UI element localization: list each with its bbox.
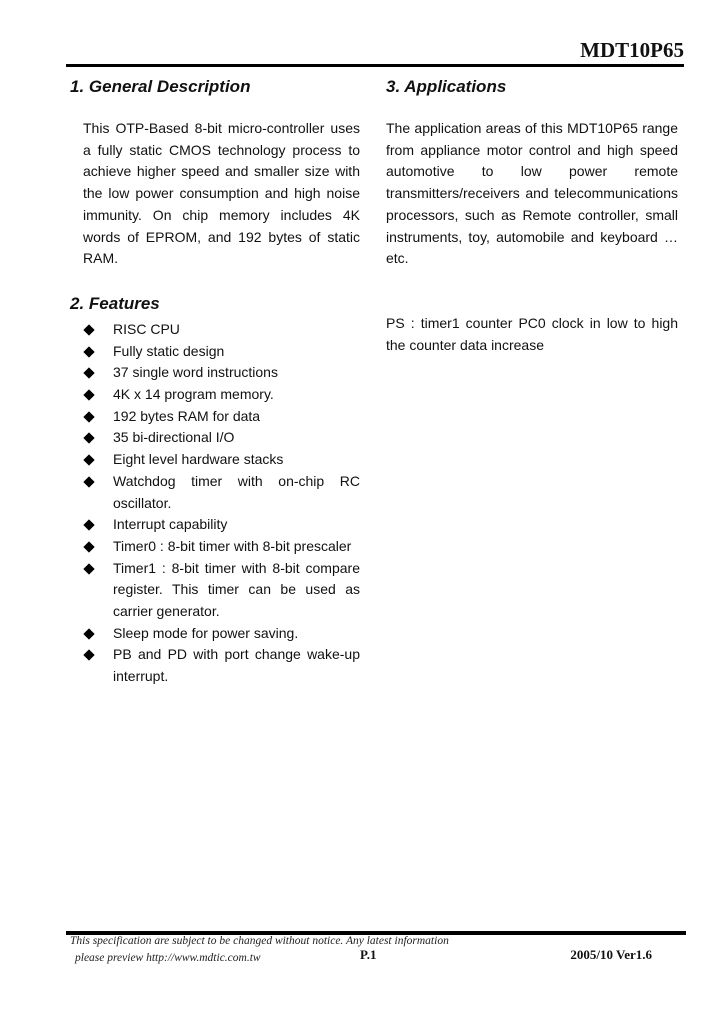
- feature-item: 35 bi-directional I/O: [83, 427, 360, 449]
- footer-notice-line1: This specification are subject to be changed without notice. Any latest information: [70, 935, 449, 947]
- general-description-text: This OTP-Based 8-bit micro-controller uses a fully static CMOS technology process to achieve higher speed and smaller size with the low power consumption and high noise immunity. On chip memory includes 4K words of EPROM, and 192 bytes of static RAM.: [83, 120, 360, 267]
- page-number: P.1: [360, 947, 377, 962]
- diamond-bullet-icon: [83, 476, 94, 487]
- feature-item: Sleep mode for power saving.: [83, 623, 360, 645]
- feature-item: PB and PD with port change wake-up interrupt.: [83, 644, 360, 687]
- diamond-bullet-icon: [83, 520, 94, 531]
- footer-notice: [70, 933, 449, 967]
- general-description-heading: 1. General Description: [70, 77, 251, 96]
- left-column: [70, 76, 360, 688]
- feature-item: 192 bytes RAM for data: [83, 406, 360, 428]
- diamond-bullet-icon: [83, 541, 94, 552]
- applications-heading: 3. Applications: [386, 77, 507, 96]
- applications-text: The application areas of this MDT10P65 range from appliance motor control and high speed automotive to low power remote transmitters/receivers and telecommunications processors, such as Remote controller, small instruments, toy, automobile and keyboard … etc.: [386, 120, 678, 267]
- diamond-bullet-icon: [83, 454, 94, 465]
- diamond-bullet-icon: [83, 346, 94, 357]
- feature-item: 37 single word instructions: [83, 362, 360, 384]
- document-version: 2005/10 Ver1.6: [570, 947, 652, 962]
- feature-item: Fully static design: [83, 341, 360, 363]
- diamond-bullet-icon: [83, 411, 94, 422]
- feature-item: Watchdog timer with on-chip RC oscillator.: [83, 471, 360, 514]
- feature-item: 4K x 14 program memory.: [83, 384, 360, 406]
- feature-item: Eight level hardware stacks: [83, 449, 360, 471]
- feature-item: Interrupt capability: [83, 514, 360, 536]
- feature-item: Timer0 : 8-bit timer with 8-bit prescaler: [83, 536, 360, 558]
- feature-item: RISC CPU: [83, 319, 360, 341]
- features-list: [70, 319, 360, 688]
- diamond-bullet-icon: [83, 563, 94, 574]
- diamond-bullet-icon: [83, 324, 94, 335]
- feature-item: Timer1 : 8-bit timer with 8-bit compare register. This timer can be used as carrier generator.: [83, 558, 360, 623]
- diamond-bullet-icon: [83, 650, 94, 661]
- footer-notice-line2: please preview http://www.mdtic.com.tw: [75, 952, 261, 964]
- diamond-bullet-icon: [83, 389, 94, 400]
- diamond-bullet-icon: [83, 433, 94, 444]
- ps-note: PS : timer1 counter PC0 clock in low to high the counter data increase: [386, 314, 678, 353]
- diamond-bullet-icon: [83, 628, 94, 639]
- diamond-bullet-icon: [83, 368, 94, 379]
- features-heading: 2. Features: [70, 293, 160, 313]
- right-column: [386, 76, 678, 356]
- header-divider: [66, 64, 684, 67]
- document-title: MDT10P65: [580, 38, 684, 62]
